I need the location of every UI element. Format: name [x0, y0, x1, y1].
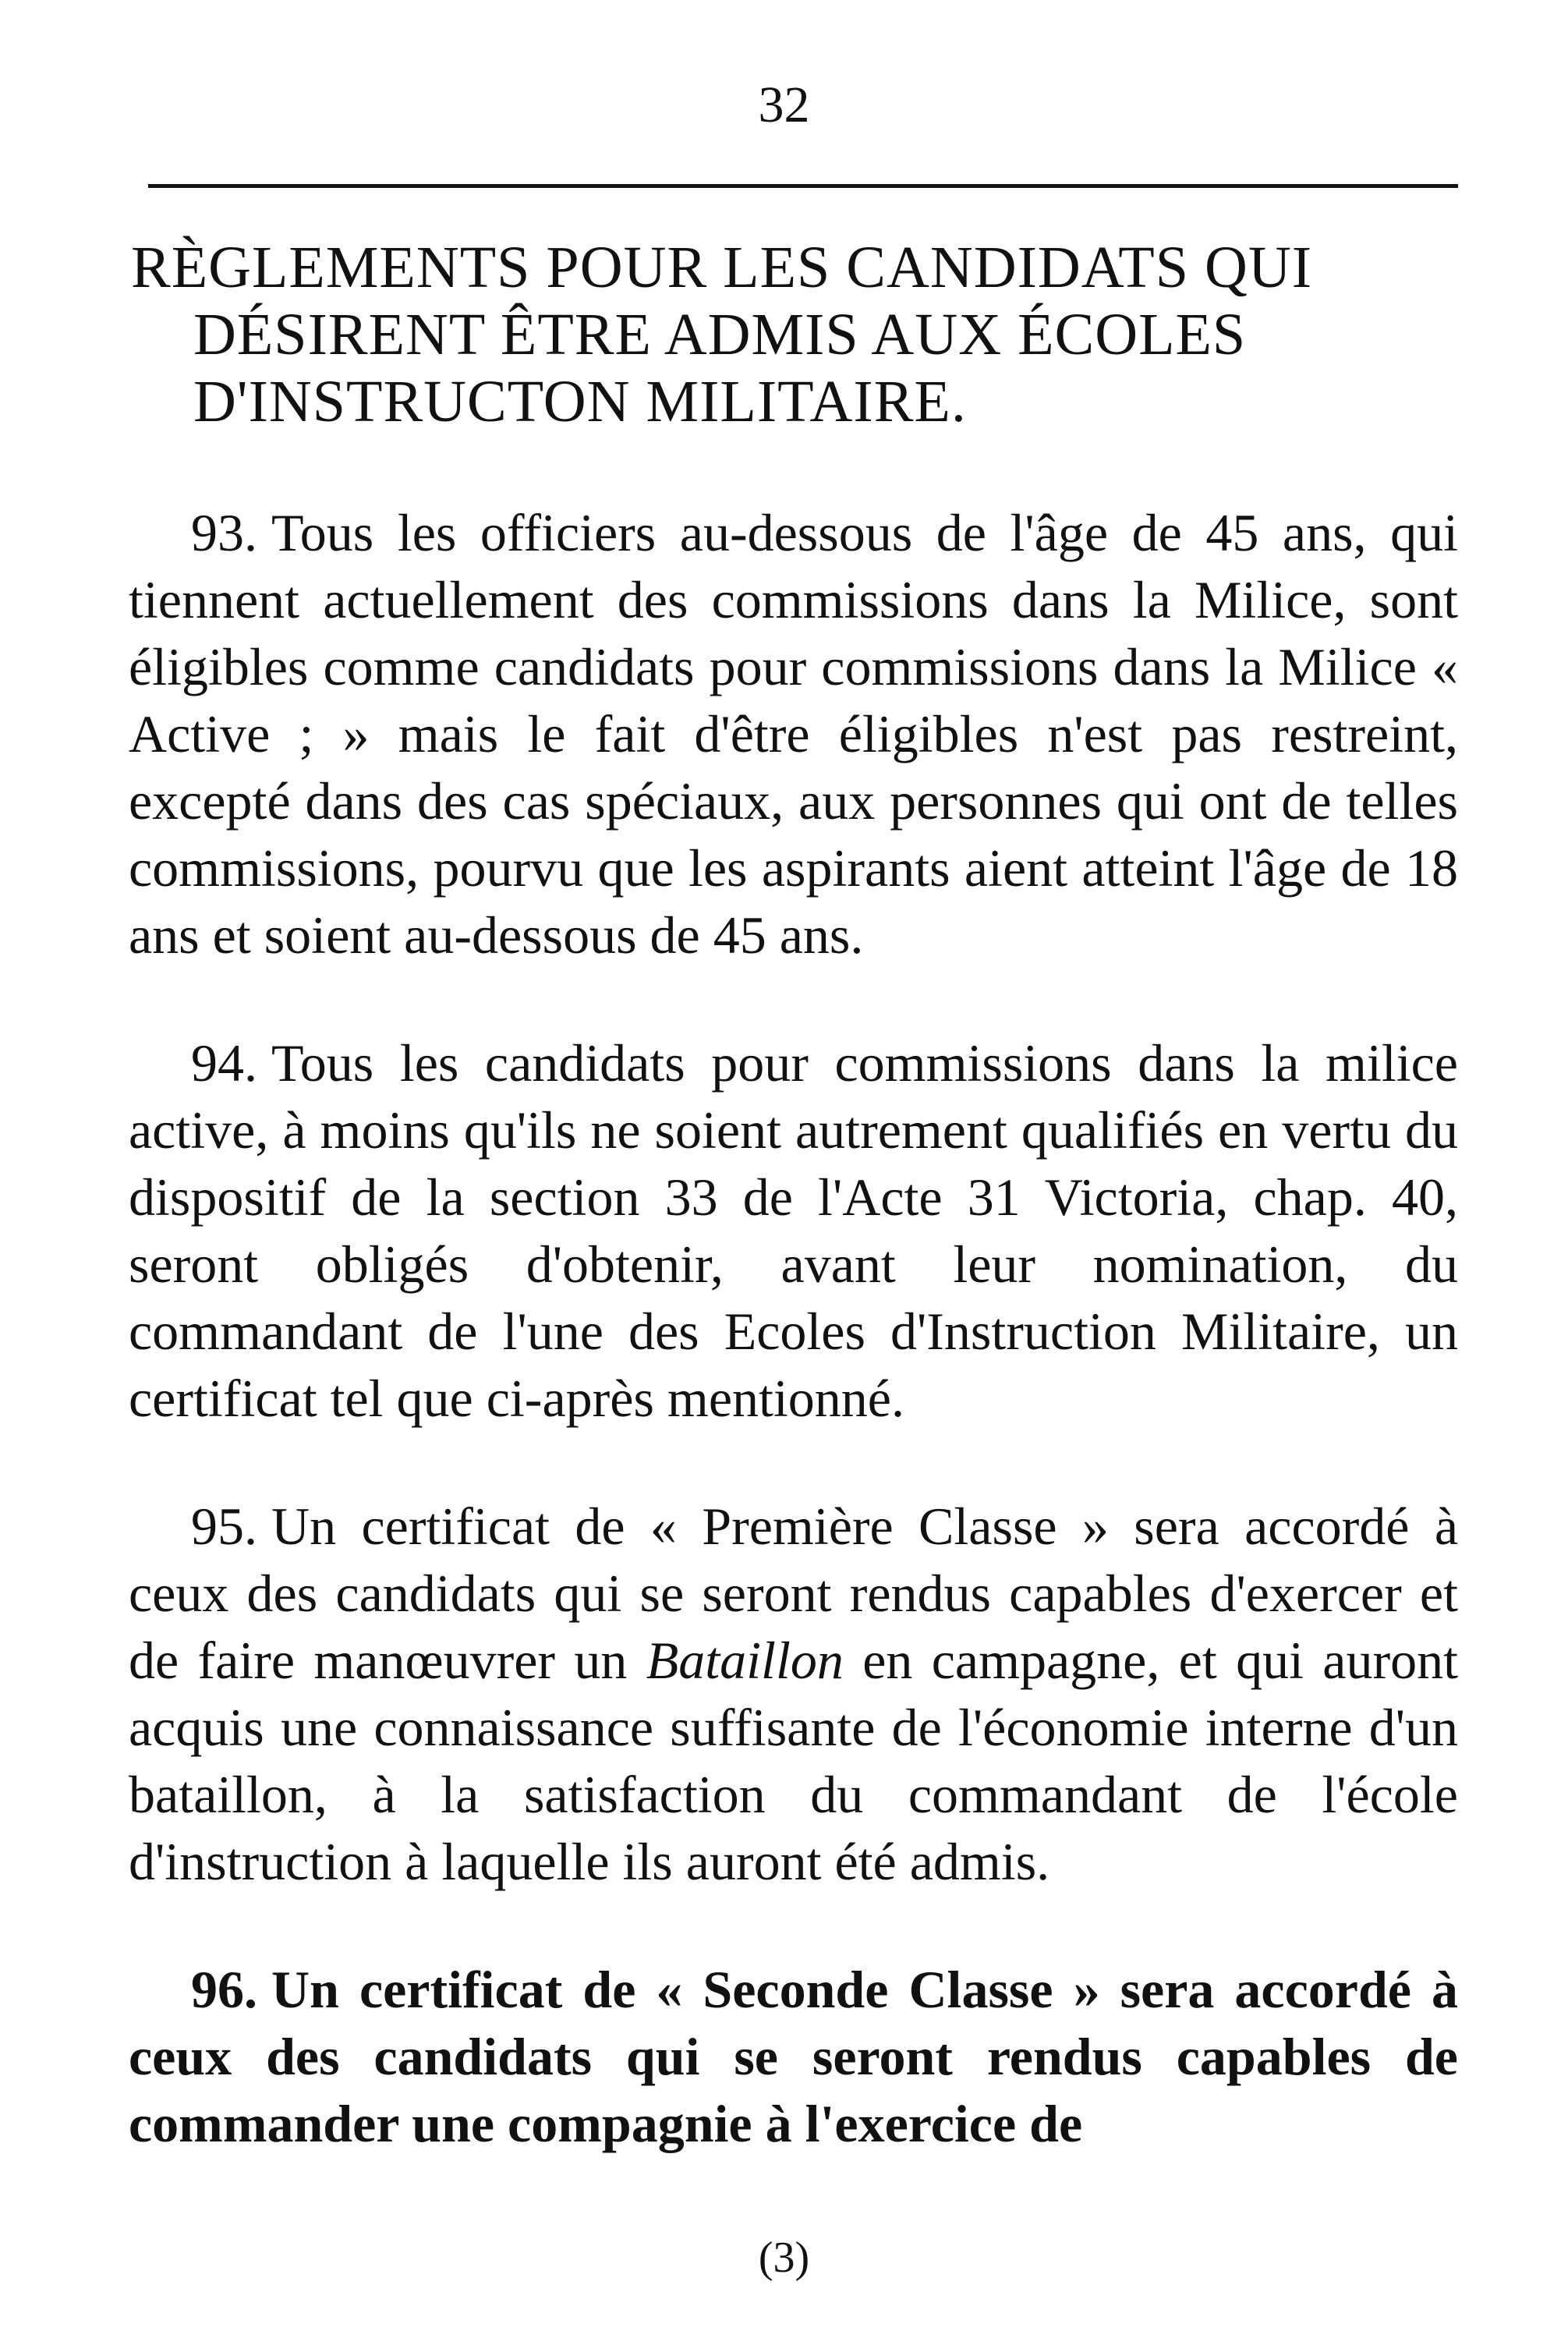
signature-mark: (3) [758, 2233, 810, 2282]
header-rule [148, 184, 1458, 188]
section-heading [131, 234, 1457, 435]
paragraph-number: 93. [191, 503, 257, 562]
paragraph-text: Un certificat de « Première Classe » sera accordé à ceux des candidats qui se seront rendus capables d'exercer et de faire manœuvrer un [129, 1497, 1458, 1690]
paragraph-number: 95. [191, 1497, 257, 1556]
paragraph-94 [129, 1029, 1458, 1432]
paragraph-number: 94. [191, 1033, 257, 1093]
heading-line-3: D'INSTRUCTON MILITAIRE. [193, 369, 967, 434]
paragraph-number: 96. [191, 1960, 257, 2019]
paragraph-text-continued: en campagne, et qui auront acquis une connaissance suffisante de l'économie interne d'un bataillon, à la satisfaction du commandant de l'école d'instruction à laquelle ils auront été admis. [129, 1631, 1459, 1891]
page-number: 32 [758, 76, 810, 133]
paragraph-text: Un certificat de « Seconde Classe » sera accordé à ceux des candidats qui se seront rendus capables de commander une compagnie à l'exercice de [129, 1960, 1458, 2153]
paragraph-text: Tous les candidats pour commissions dans la milice active, à moins qu'ils ne soient autrement qualifiés en vertu du dispositif de la section 33 de l'Acte 31 Victoria, chap. 40, seront obligés d'obtenir, avant leur nomination, du commandant de l'une des Ecoles d'Instruction Militaire, un certificat tel que ci-après mentionné. [129, 1033, 1458, 1428]
heading-line-1: RÈGLEMENTS POUR LES CANDIDATS QUI [131, 235, 1313, 300]
body-text [129, 499, 1458, 2218]
paragraph-96 [129, 1956, 1458, 2157]
paragraph-text: Tous les officiers au-dessous de l'âge de 45 ans, qui tiennent actuellement des commissions dans la Milice, sont éligibles comme candidats pour commissions dans la Milice « Active ; » mais le fait d'être éligibles n'est pas restreint, excepté dans des cas spéciaux, aux personnes qui ont de telles commissions, pourvu que les aspirants aient atteint l'âge de 18 ans et soient au-dessous de 45 ans. [129, 503, 1458, 965]
paragraph-93 [129, 499, 1458, 969]
heading-line-2: DÉSIRENT ÊTRE ADMIS AUX ÉCOLES [193, 302, 1247, 367]
paragraph-95 [129, 1493, 1458, 1895]
paragraph-italic-term: Bataillon [646, 1631, 844, 1690]
